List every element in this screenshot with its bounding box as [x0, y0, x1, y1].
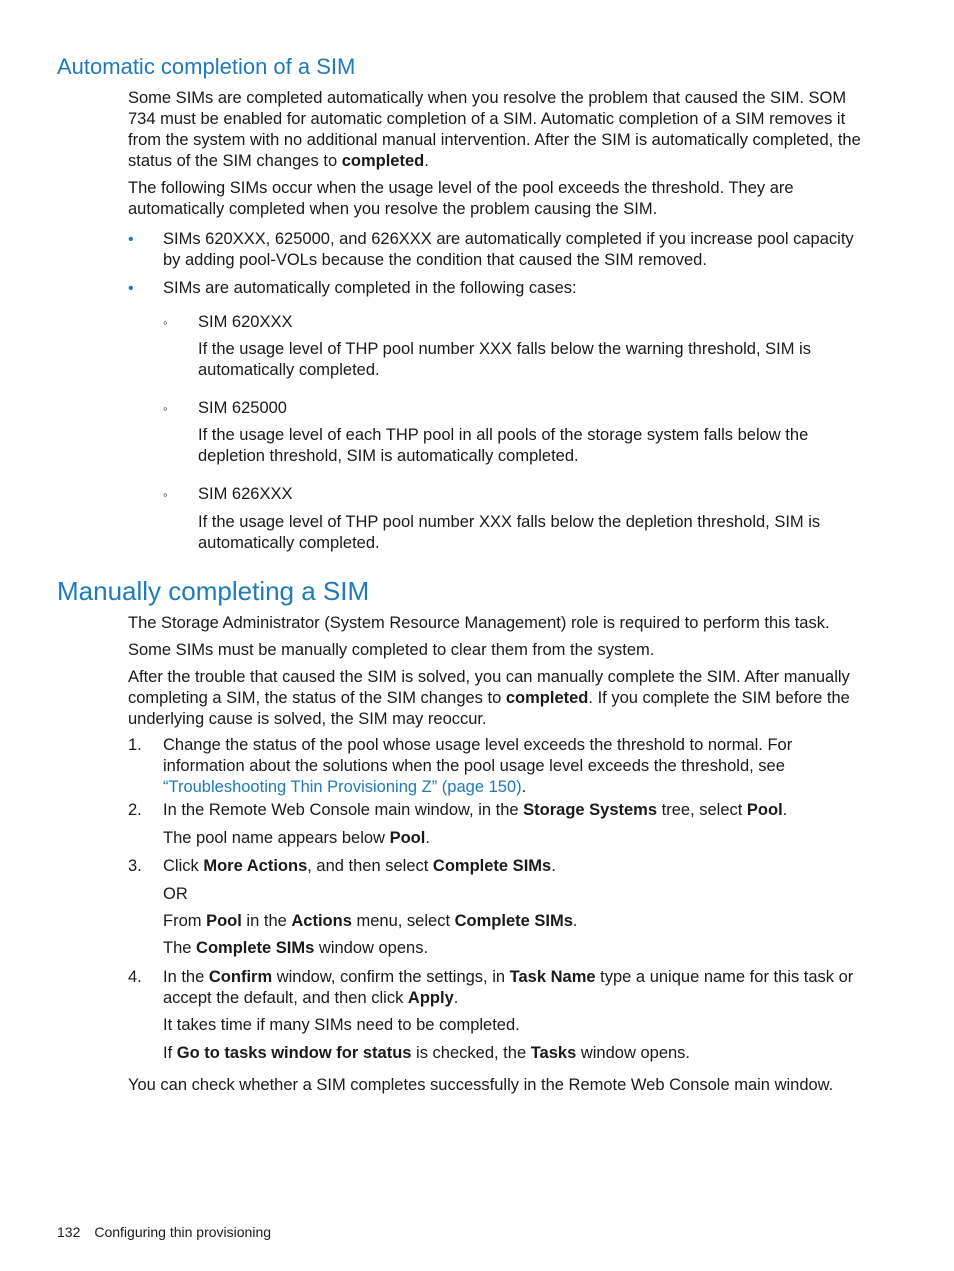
section-heading-manual: Manually completing a SIM: [57, 576, 370, 606]
apply-label: Apply: [407, 989, 454, 1007]
complete-sims-label: Complete SIMs: [196, 939, 315, 957]
step-1-end: .: [521, 778, 527, 796]
step-3-text: Click: [163, 857, 204, 875]
closing-paragraph: You can check whether a SIM completes successfully in the Remote Web Console main window.: [128, 1076, 834, 1094]
manual-paragraph-3: [128, 667, 873, 730]
sub-item-1-title: SIM 620XXX: [198, 313, 293, 331]
page-footer: [57, 1223, 285, 1241]
step-4-note-1: It takes time if many SIMs need to be completed.: [163, 1016, 520, 1034]
step-number: 3.: [128, 857, 142, 875]
chapter-title: Configuring thin provisioning: [94, 1224, 272, 1240]
step-3-alt-text: From: [163, 912, 207, 930]
completed-status: completed: [505, 689, 589, 707]
step-3-alt-text: menu, select: [351, 912, 455, 930]
step-3-end: .: [551, 857, 556, 875]
manual-paragraph-1: The Storage Administrator (System Resource Management) role is required to perform this task.: [128, 614, 830, 632]
step-3-note-end: window opens.: [314, 939, 429, 957]
sub-item-2-title: SIM 625000: [198, 399, 287, 417]
step-4-text: type a unique name for this task or accept the default, and then click: [163, 968, 854, 1007]
step-1: [163, 735, 873, 798]
step-number: 4.: [128, 968, 142, 986]
actions-menu-label: Actions: [291, 912, 352, 930]
step-4-text: window, confirm the settings, in: [272, 968, 510, 986]
confirm-window-label: Confirm: [208, 968, 273, 986]
auto-p1-text: Some SIMs are completed automatically when you resolve the problem that caused the SIM. SOM 734 must be enabled for automatic completion of a SIM. Automatic completion of a SIM removes it from the system with no additional manual intervention. After the SIM is automatically completed, the status of the SIM changes to: [128, 89, 861, 170]
step-2-text: In the Remote Web Console main window, in the: [163, 801, 524, 819]
go-to-tasks-label: Go to tasks window for status: [176, 1044, 412, 1062]
troubleshooting-link[interactable]: “Troubleshooting Thin Provisioning Z” (page 150): [163, 778, 522, 796]
pool-label: Pool: [389, 829, 426, 847]
step-2-note-end: .: [425, 829, 430, 847]
manual-p3-text: After the trouble that caused the SIM is solved, you can manually complete the SIM. After manually completing a SIM, the status of the SIM changes to: [128, 668, 850, 707]
sub-item-2-text: If the usage level of each THP pool in all pools of the storage system falls below the depletion threshold, SIM is automatically completed.: [198, 426, 809, 465]
sub-item-3-title: SIM 626XXX: [198, 485, 293, 503]
step-4-note-end: window opens.: [576, 1044, 691, 1062]
step-3: [163, 856, 873, 877]
sub-item-3-text: If the usage level of THP pool number XXX falls below the depletion threshold, SIM is automatically completed.: [198, 513, 821, 552]
bullet-item-2: SIMs are automatically completed in the following cases:: [163, 279, 577, 297]
storage-systems-label: Storage Systems: [523, 801, 658, 819]
bullet-marker: •: [128, 280, 134, 297]
complete-sims-label: Complete SIMs: [432, 857, 552, 875]
pool-label: Pool: [746, 801, 783, 819]
step-3-alt-text: in the: [241, 912, 292, 930]
step-2-text: tree, select: [657, 801, 747, 819]
step-2-end: .: [782, 801, 788, 819]
step-4: [163, 967, 873, 1009]
step-3-alt-end: .: [572, 912, 578, 930]
pool-label: Pool: [206, 912, 242, 930]
step-3-alternative: [163, 911, 873, 932]
step-2: [163, 800, 873, 821]
step-4-note-text: is checked, the: [411, 1044, 531, 1062]
sub-bullet-marker: ◦: [163, 401, 168, 416]
step-number: 1.: [128, 736, 142, 754]
auto-p1-end: .: [424, 152, 429, 170]
sub-bullet-marker: ◦: [163, 315, 168, 330]
step-2-note: [163, 828, 873, 849]
step-4-text: In the: [163, 968, 209, 986]
auto-paragraph-2: The following SIMs occur when the usage level of the pool exceeds the threshold. They are automatically completed when you resolve the problem causing the SIM.: [128, 179, 794, 218]
step-3-note: [163, 938, 873, 959]
sub-item-1-text: If the usage level of THP pool number XXX falls below the warning threshold, SIM is automatically completed.: [198, 340, 811, 379]
task-name-label: Task Name: [509, 968, 596, 986]
step-4-end: .: [453, 989, 459, 1007]
more-actions-label: More Actions: [203, 857, 308, 875]
step-number: 2.: [128, 801, 142, 819]
bullet-marker: •: [128, 231, 134, 248]
step-3-or: OR: [163, 885, 188, 903]
completed-status: completed: [341, 152, 425, 170]
tasks-window-label: Tasks: [530, 1044, 577, 1062]
step-4-note-text: If: [163, 1044, 177, 1062]
section-heading-automatic: Automatic completion of a SIM: [57, 54, 356, 79]
complete-sims-label: Complete SIMs: [454, 912, 573, 930]
bullet-item-1: SIMs 620XXX, 625000, and 626XXX are automatically completed if you increase pool capacity by adding pool-VOLs because the condition that caused the SIM removed.: [163, 230, 854, 269]
manual-p3-end: . If you complete the SIM before the underlying cause is solved, the SIM may reoccur.: [128, 689, 850, 728]
auto-paragraph-1: [128, 88, 873, 172]
step-3-text: , and then select: [307, 857, 433, 875]
step-4-note-2: [163, 1043, 873, 1064]
sub-bullet-marker: ◦: [163, 487, 168, 502]
page-number: 132: [57, 1224, 81, 1240]
step-2-note-text: The pool name appears below: [163, 829, 390, 847]
step-1-text: Change the status of the pool whose usage level exceeds the threshold to normal. For information about the solutions when the pool usage level exceeds the threshold, see: [163, 736, 793, 775]
manual-paragraph-2: Some SIMs must be manually completed to clear them from the system.: [128, 641, 655, 659]
step-3-note-text: The: [163, 939, 197, 957]
